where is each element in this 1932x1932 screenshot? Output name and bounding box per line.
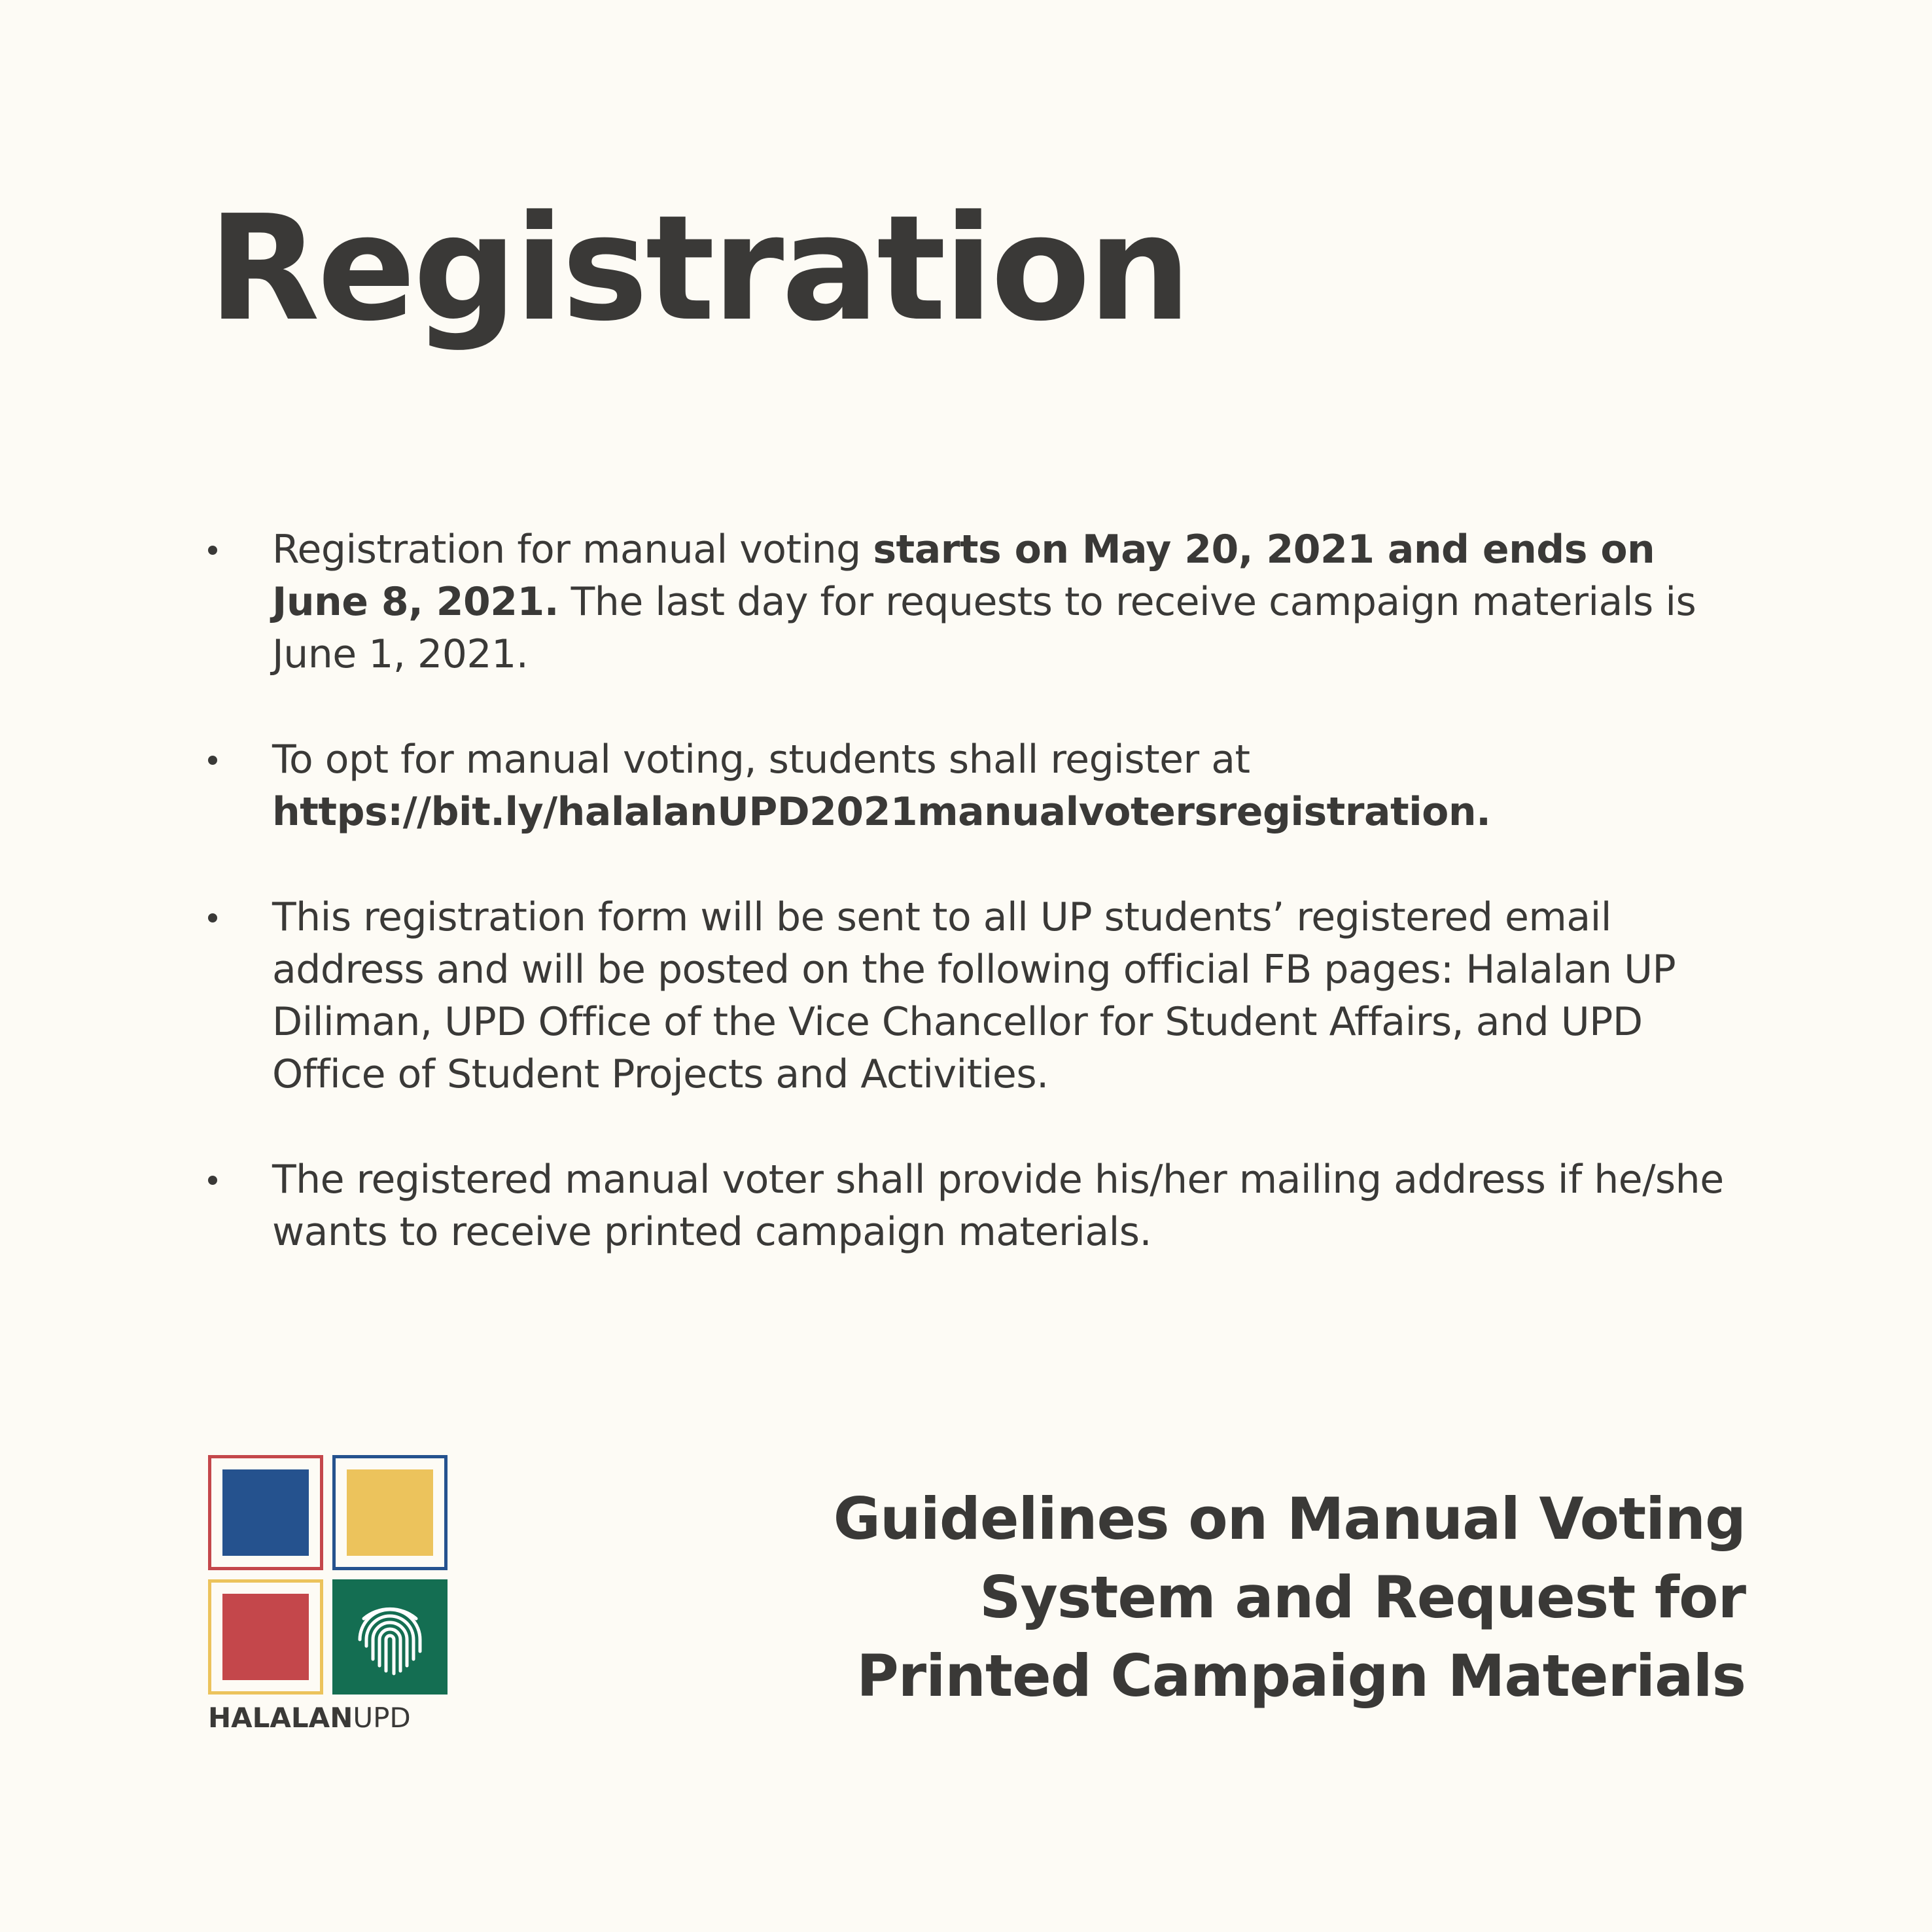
list-item-text: The registered manual voter shall provide his/her mailing address if he/she wants to receive printed campaign materials. [272, 1157, 1724, 1255]
registration-link[interactable]: https://bit.ly/halalanUPD2021manualvotersregistration. [272, 789, 1491, 835]
document-subtitle [633, 1480, 1746, 1715]
logo-text-light: UPD [353, 1702, 411, 1734]
page-title: Registration [208, 184, 1189, 353]
logo-square-blue [222, 1469, 309, 1556]
guidelines-list [208, 523, 1726, 1311]
list-item [208, 891, 1726, 1100]
logo-text-strong: HALALAN [208, 1702, 353, 1734]
list-item-text: The last day for requests to receive campaign materials is June 1, 2021. [272, 579, 1696, 677]
bullet-dot [208, 546, 217, 555]
logo-mark [208, 1455, 448, 1695]
list-item-text: This registration form will be sent to all UP students’ registered email address and will be posted on the following official FB pages: Halalan UP Diliman, UPD Office of the Vice Chancellor for Student Affairs, and UPD Office of Student Projects and Activities. [272, 894, 1676, 1097]
subtitle-line: Printed Campaign Materials [856, 1642, 1746, 1710]
list-item-text: To opt for manual voting, students shall register at [272, 737, 1250, 782]
bullet-dot [208, 756, 217, 765]
list-item [208, 1153, 1726, 1258]
subtitle-line: System and Request for [979, 1564, 1746, 1631]
halalan-upd-logo [208, 1455, 448, 1736]
list-item [208, 733, 1726, 838]
list-item [208, 523, 1726, 680]
bullet-dot [208, 913, 217, 922]
subtitle-line: Guidelines on Manual Voting [833, 1485, 1746, 1553]
logo-square-red [222, 1594, 309, 1680]
bullet-dot [208, 1176, 217, 1185]
registration-dates: starts on May 20, 2021 and ends on June 8, 2021. [272, 527, 1655, 625]
list-item-text: Registration for manual voting [272, 527, 873, 572]
logo-square-yellow [347, 1469, 433, 1556]
logo-wordmark [208, 1702, 448, 1734]
